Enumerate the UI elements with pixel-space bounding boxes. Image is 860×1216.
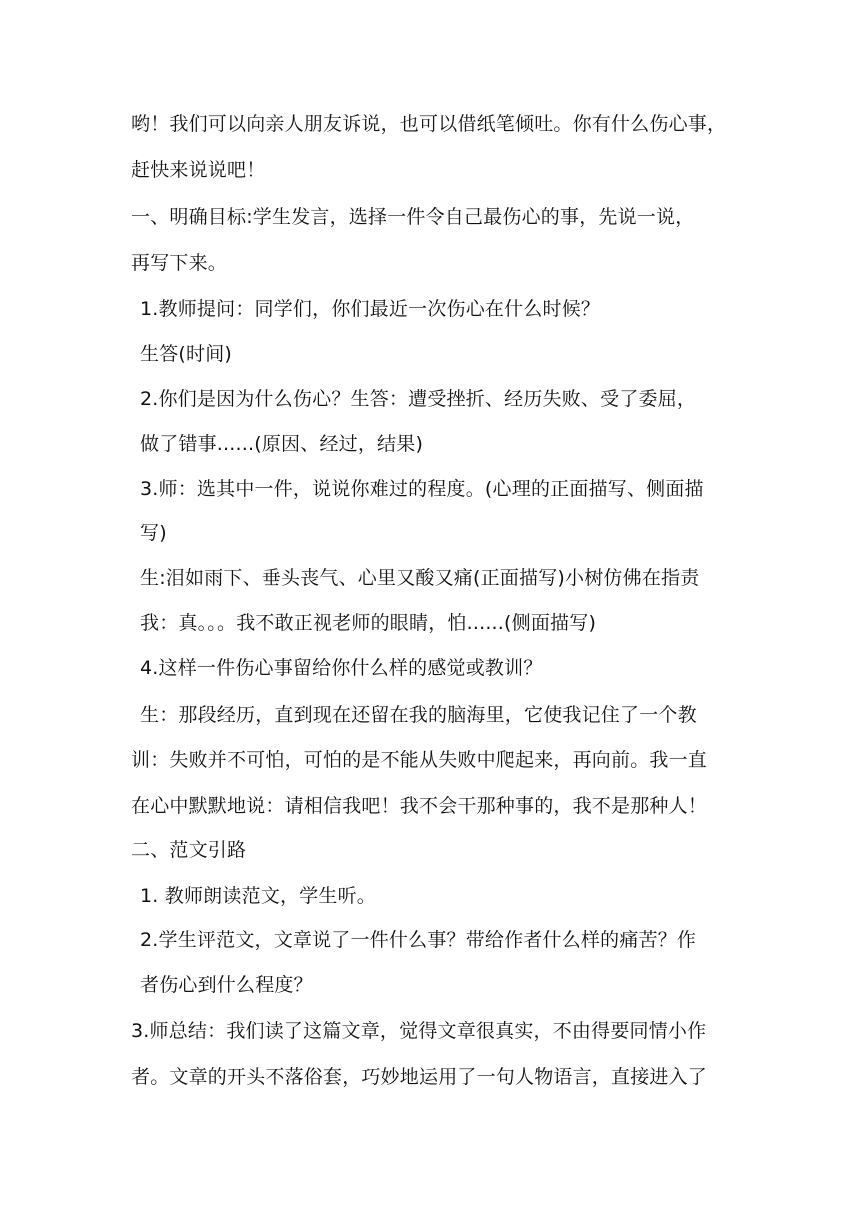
text-line: 1. 教师朗读范文，学生听。 [140, 885, 376, 907]
text-line: 写) [140, 522, 167, 544]
text-line: 3.师总结：我们读了这篇文章，觉得文章很真实，不由得要同情小作 [131, 1020, 707, 1042]
text-line: 2.你们是因为什么伤心？生答：遭受挫折、经历失败、受了委屈， [140, 388, 697, 410]
text-line: 在心中默默地说：请相信我吧！我不会干那种事的，我不是那种人！ [131, 795, 708, 817]
text-line: 做了错事......(原因、经过，结果) [140, 433, 424, 455]
section-heading: 一、明确目标:学生发言，选择一件令自己最伤心的事，先说一说， [131, 206, 695, 228]
text-line: 再写下来。 [131, 252, 228, 274]
text-line: 生答(时间) [140, 343, 233, 365]
text-line: 生：那段经历，直到现在还留在我的脑海里，它使我记住了一个教 [140, 704, 697, 726]
text-line: 哟！我们可以向亲人朋友诉说，也可以借纸笔倾吐。你有什么伤心事， [131, 113, 727, 135]
text-line: 训：失败并不可怕，可怕的是不能从失败中爬起来，再向前。我一直 [131, 749, 708, 771]
section-heading: 二、范文引路 [131, 839, 247, 861]
text-line: 1.教师提问：同学们，你们最近一次伤心在什么时候？ [140, 298, 601, 320]
text-line: 者。文章的开头不落俗套，巧妙地运用了一句人物语言，直接进入了 [131, 1066, 708, 1088]
text-line: 3.师：选其中一件，说说你难过的程度。(心理的正面描写、侧面描 [140, 478, 704, 500]
text-line: 者伤心到什么程度？ [140, 974, 313, 996]
text-line: 4.这样一件伤心事留给你什么样的感觉或教训？ [140, 657, 543, 679]
text-line: 赶快来说说吧！ [131, 159, 266, 181]
text-line: 我：真。。。我不敢正视老师的眼睛，怕......(侧面描写) [140, 612, 597, 634]
text-line: 生:泪如雨下、垂头丧气、心里又酸又痛(正面描写)小树仿佛在指责 [140, 567, 700, 589]
text-line: 2.学生评范文，文章说了一件什么事？带给作者什么样的痛苦？作 [140, 929, 697, 951]
